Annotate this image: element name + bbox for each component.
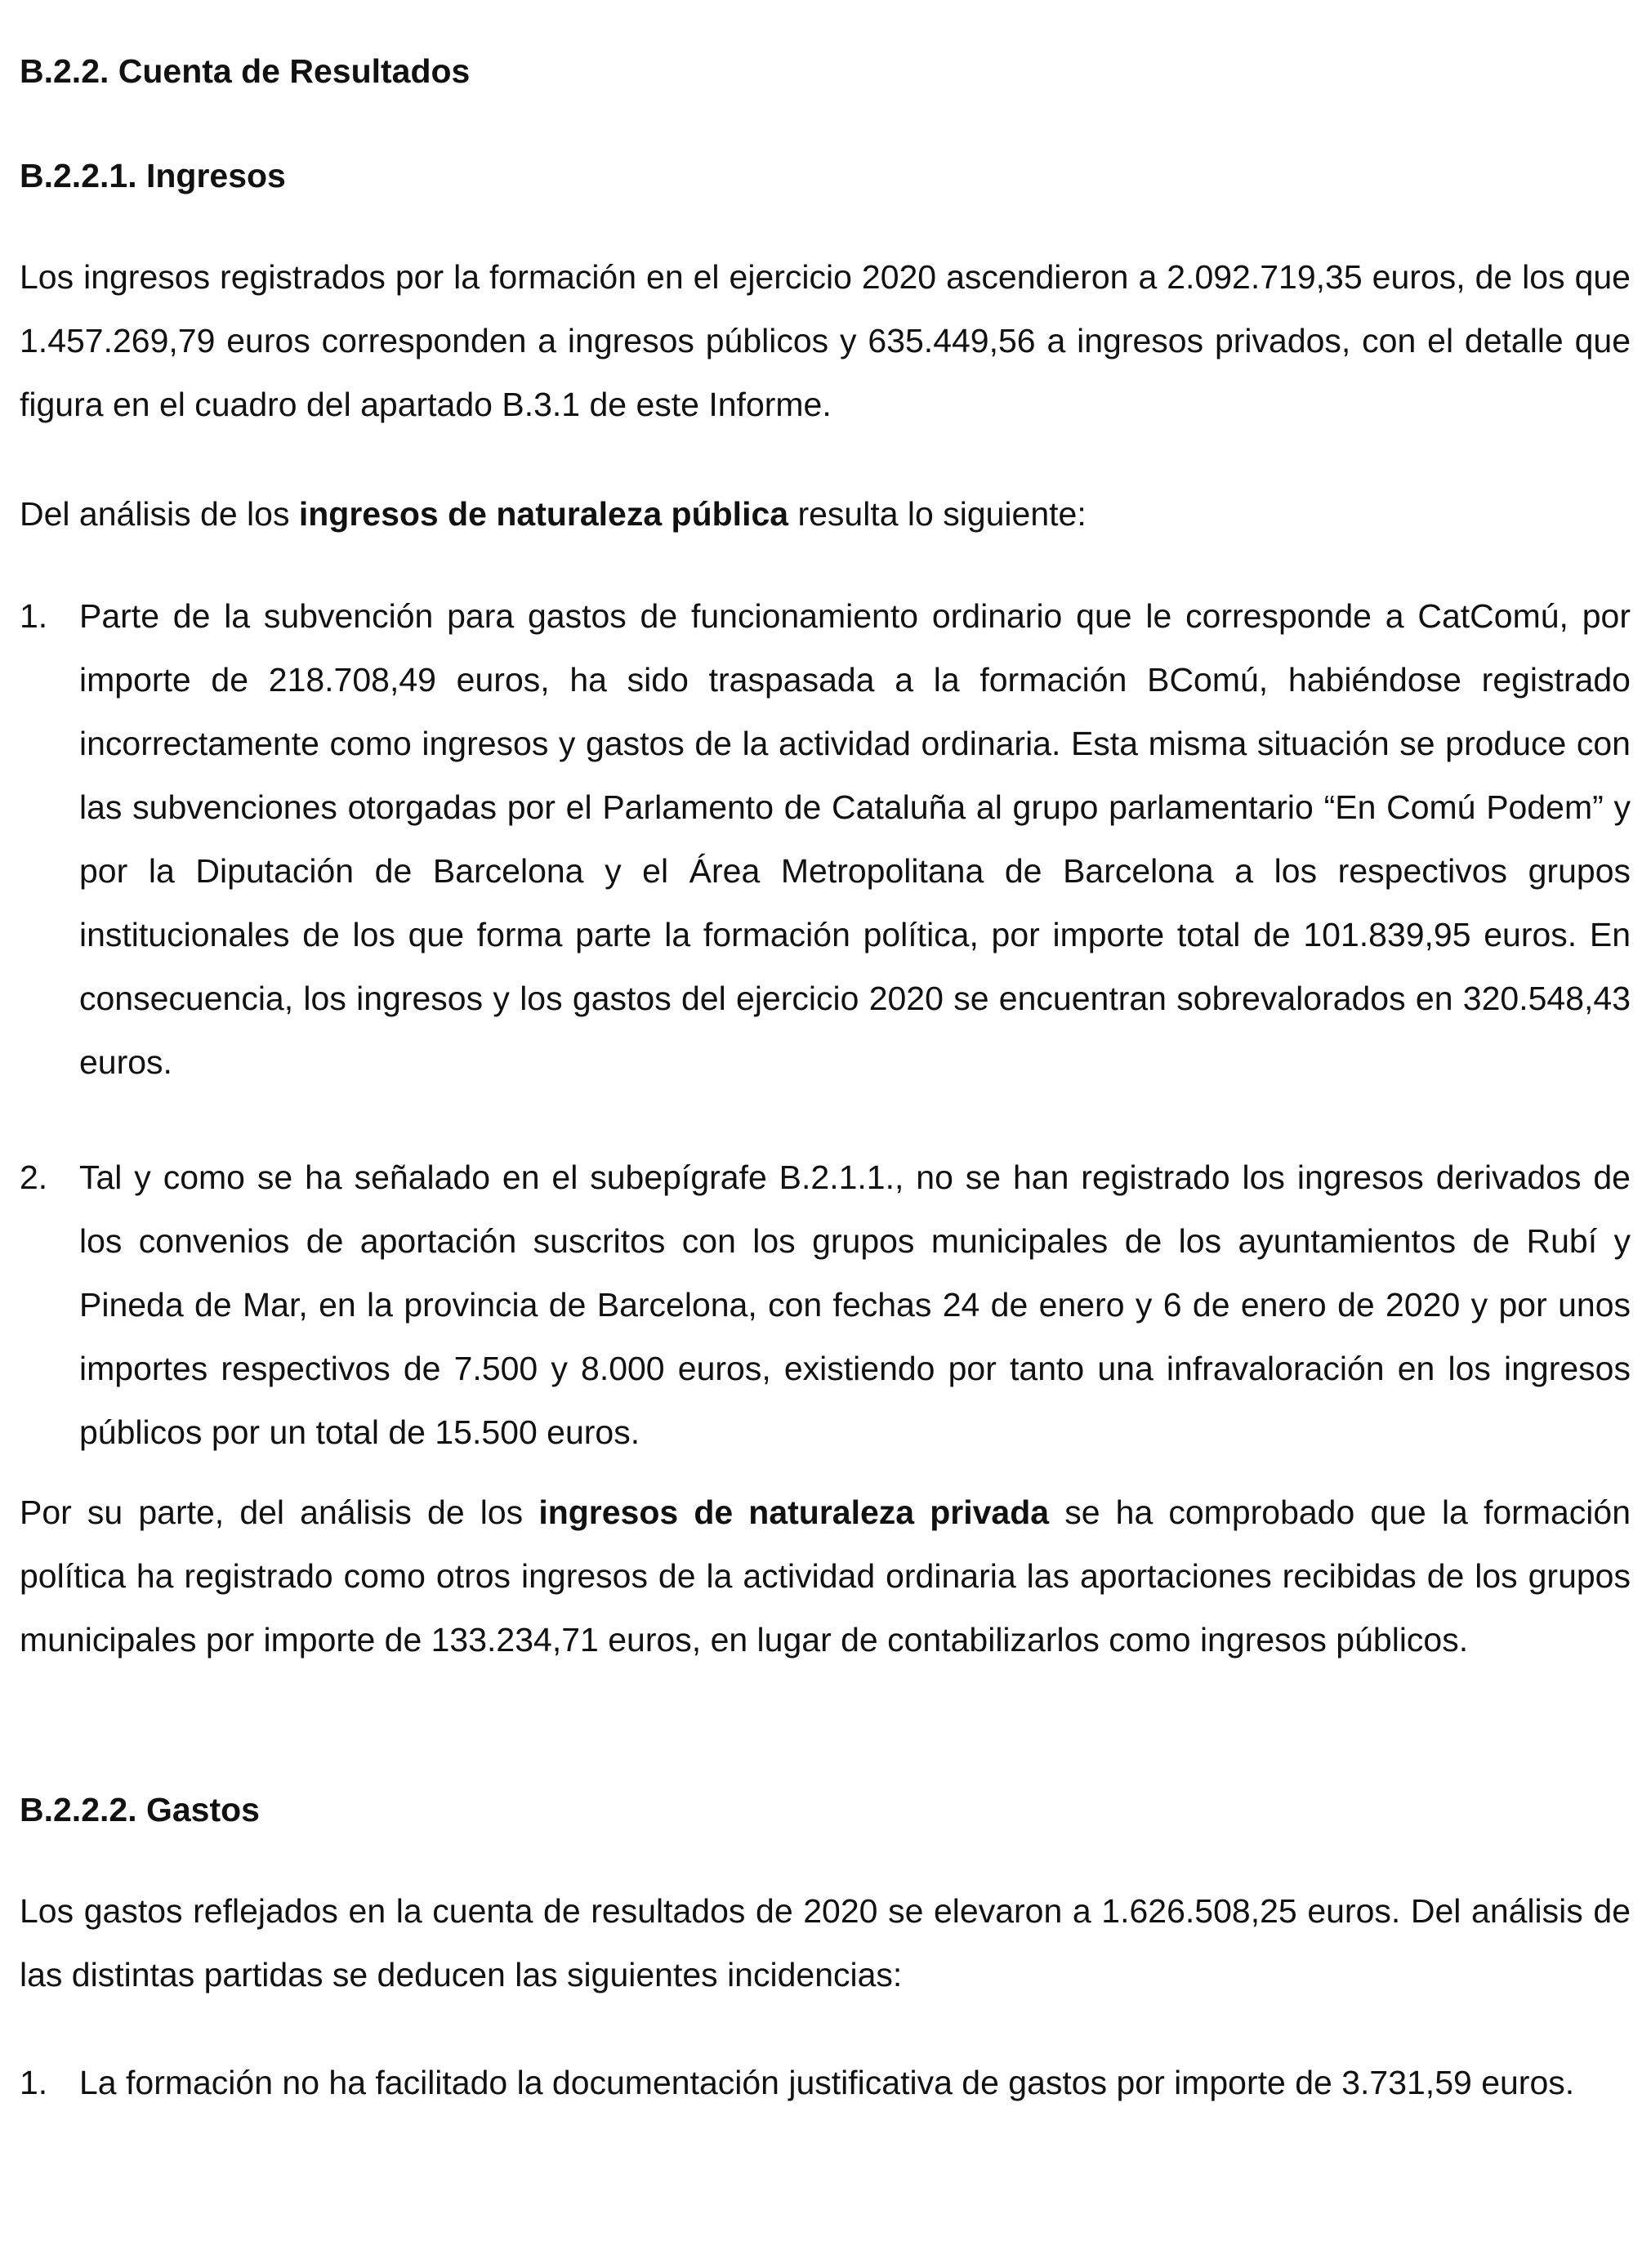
- privados-text-bold: ingresos de naturaleza privada: [538, 1493, 1050, 1531]
- privados-text-post: se ha comprobado que la formación política ha registrado como otros ingresos de la actividad ordinaria las aportaciones recibidas de los grupos municipales por importe de 133.234,71 euros, en lugar de contabilizarlos como ingresos públicos.: [20, 1493, 1631, 1659]
- ingresos-privados-paragraph: [20, 1480, 1631, 1672]
- lead-text-post: resulta lo siguiente:: [788, 495, 1087, 533]
- ingresos-intro-paragraph: Los ingresos registrados por la formación en el ejercicio 2020 ascendieron a 2.092.719,35 euros, de los que 1.457.269,79 euros corresponden a ingresos públicos y 635.449,56 a ingresos privados, con el detalle que figura en el cuadro del apartado B.3.1 de este Informe.: [20, 258, 1631, 423]
- list-item-number: 2.: [20, 1159, 48, 1196]
- ingresos-publicos-lead: [20, 482, 1631, 546]
- list-item-number: 1.: [20, 2064, 48, 2101]
- privados-text-pre: Por su parte, del análisis de los: [20, 1493, 539, 1531]
- gastos-heading: B.2.2.2. Gastos: [20, 1791, 260, 1828]
- lead-text-pre: Del análisis de los: [20, 495, 299, 533]
- ingresos-heading: B.2.2.1. Ingresos: [20, 157, 286, 194]
- gastos-intro-paragraph: Los gastos reflejados en la cuenta de resultados de 2020 se elevaron a 1.626.508,25 euros. Del análisis de las distintas partidas se deducen las siguientes incidencias:: [20, 1892, 1631, 1993]
- list-item-text: La formación no ha facilitado la documentación justificativa de gastos por importe de 3.731,59 euros.: [79, 2064, 1575, 2101]
- lead-text-bold: ingresos de naturaleza pública: [298, 495, 789, 533]
- ingresos-list-item-2: [20, 1145, 1631, 1464]
- section-heading: B.2.2. Cuenta de Resultados: [20, 52, 471, 90]
- list-item-text: Tal y como se ha señalado en el subepígrafe B.2.1.1., no se han registrado los ingresos derivados de los convenios de aportación suscritos con los grupos municipales de los ayuntamientos de Rubí y Pineda de Mar, en la provincia de Barcelona, con fechas 24 de enero y 6 de enero de 2020 y por unos importes respectivos de 7.500 y 8.000 euros, existiendo por tanto una infravaloración en los ingresos públicos por un total de 15.500 euros.: [79, 1159, 1631, 1451]
- list-item-text: Parte de la subvención para gastos de funcionamiento ordinario que le corresponde a CatComú, por importe de 218.708,49 euros, ha sido traspasada a la formación BComú, habiéndose registrado incorrectamente como ingresos y gastos de la actividad ordinaria. Esta misma situación se produce con las subvenciones otorgadas por el Parlamento de Cataluña al grupo parlamentario “En Comú Podem” y por la Diputación de Barcelona y el Área Metropolitana de Barcelona a los respectivos grupos institucionales de los que forma parte la formación política, por importe total de 101.839,95 euros. En consecuencia, los ingresos y los gastos del ejercicio 2020 se encuentran sobrevalorados en 320.548,43 euros.: [79, 597, 1631, 1081]
- gastos-list-item-1: [20, 2051, 1631, 2114]
- ingresos-list-item-1: [20, 584, 1631, 1094]
- list-item-number: 1.: [20, 597, 48, 635]
